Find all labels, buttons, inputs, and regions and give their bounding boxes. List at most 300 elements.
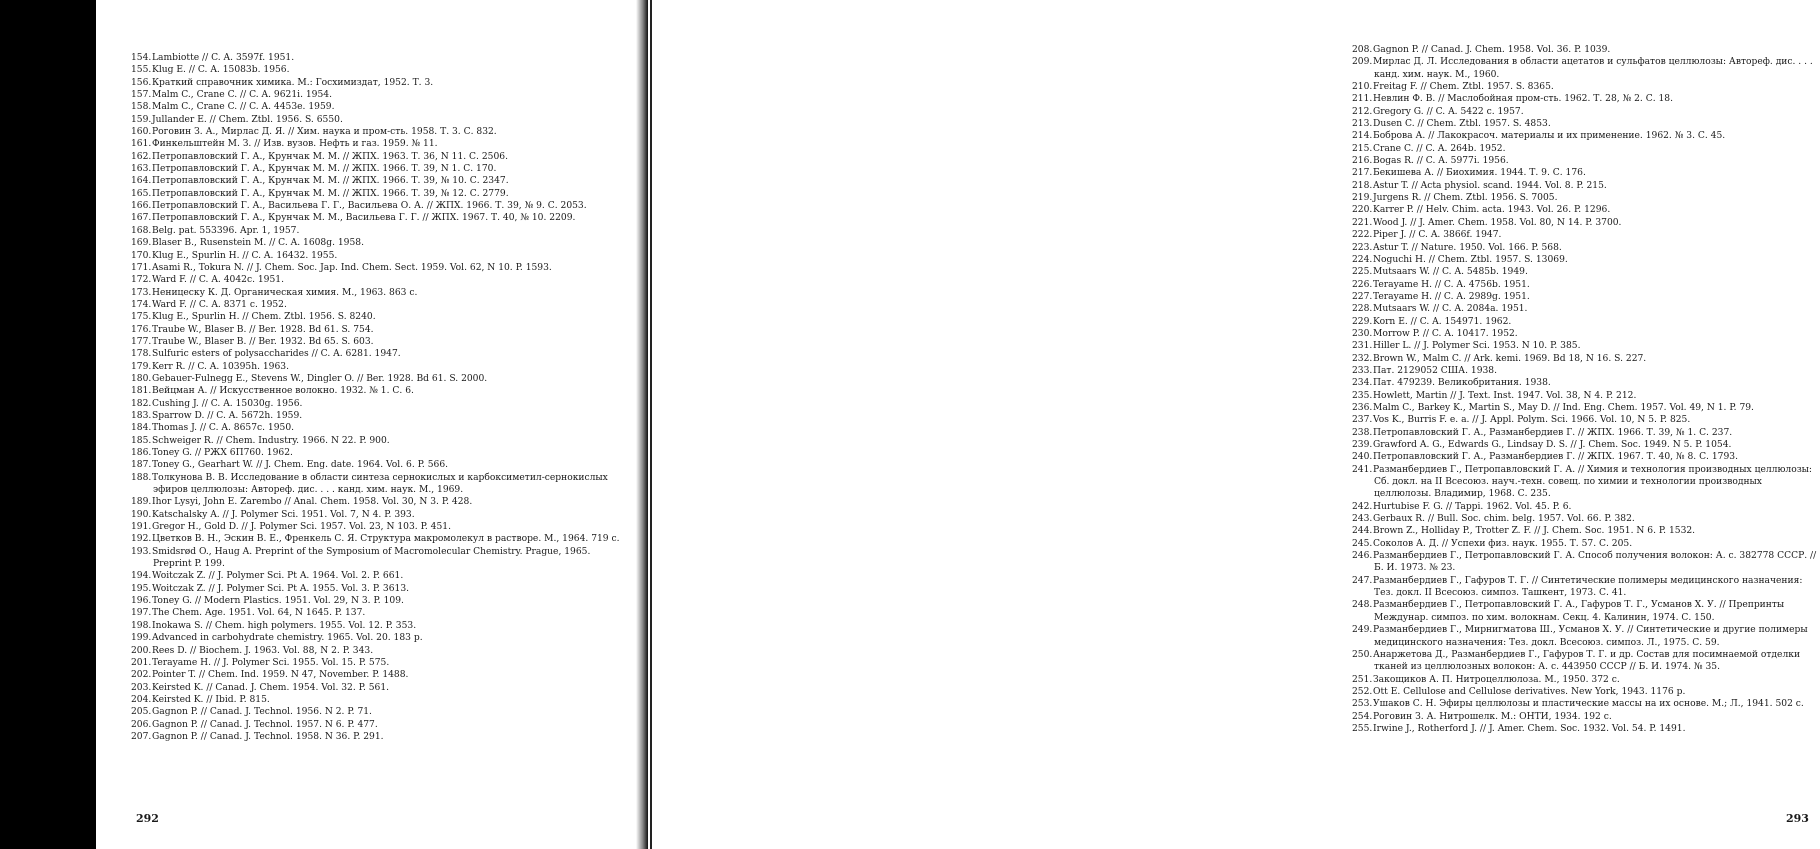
- reference-text: Вейцман А. // Искусственное волокно. 1932. № 1. С. 6.: [152, 386, 414, 397]
- reference-number: 155.: [131, 65, 152, 76]
- reference-entry: [1352, 242, 1820, 254]
- reference-text: Gregor H., Gold D. // J. Polymer Sci. 1957. Vol. 23, N 103. P. 451.: [152, 522, 451, 533]
- reference-number: 217.: [1352, 168, 1373, 179]
- reference-entry: [1352, 698, 1820, 710]
- reference-number: 202.: [131, 670, 152, 681]
- reference-entry: [131, 77, 623, 89]
- reference-text: Роговин З. А. Нитрошелк. М.: ОНТИ, 1934. 192 с.: [1373, 711, 1612, 722]
- reference-entry: [131, 533, 623, 545]
- reference-entry: [1352, 56, 1820, 81]
- reference-entry: [1352, 254, 1820, 266]
- reference-number: 209.: [1352, 57, 1373, 68]
- reference-text: Asami R., Tokura N. // J. Chem. Soc. Jap. Ind. Chem. Sect. 1959. Vol. 62, N 10. P. 1593.: [152, 262, 552, 273]
- reference-number: 175.: [131, 312, 152, 323]
- reference-number: 174.: [131, 299, 152, 310]
- reference-entry: [131, 521, 623, 533]
- reference-number: 226.: [1352, 279, 1373, 290]
- reference-text: Smidsrød O., Haug A. Preprint of the Symposium of Macromolecular Chemistry. Prague, 1965. Preprint P. 199.: [152, 546, 591, 570]
- reference-number: 163.: [131, 164, 152, 175]
- reference-number: 185.: [131, 435, 152, 446]
- reference-text: Бекишева А. // Биохимия. 1944. Т. 9. С. 176.: [1373, 168, 1586, 179]
- reference-text: Sulfuric esters of polysaccharides // C. A. 6281. 1947.: [152, 349, 401, 360]
- reference-number: 178.: [131, 349, 152, 360]
- reference-entry: [1352, 402, 1820, 414]
- book-gutter-shadow: [636, 0, 648, 849]
- reference-text: Wood J. // J. Amer. Chem. 1958. Vol. 80, N 14. P. 3700.: [1373, 217, 1622, 228]
- reference-text: Петропавловский Г. А., Разманбердиев Г. // ЖПХ. 1967. Т. 40, № 8. С. 1793.: [1373, 452, 1738, 463]
- reference-entry: [131, 89, 623, 101]
- reference-number: 157.: [131, 90, 152, 101]
- reference-number: 160.: [131, 127, 152, 138]
- reference-entry: [131, 447, 623, 459]
- reference-number: 196.: [131, 596, 152, 607]
- reference-number: 180.: [131, 373, 152, 384]
- reference-number: 193.: [131, 546, 152, 557]
- reference-entry: [131, 373, 623, 385]
- reference-text: Петропавловский Г. А., Крунчак М. М. // ЖПХ. 1966. Т. 39, № 10. С. 2347.: [152, 176, 509, 187]
- reference-number: 227.: [1352, 291, 1373, 302]
- reference-entry: [1352, 279, 1820, 291]
- reference-number: 232.: [1352, 353, 1373, 364]
- reference-entry: [131, 163, 623, 175]
- reference-entry: [1352, 204, 1820, 216]
- reference-number: 238.: [1352, 427, 1373, 438]
- reference-number: 192.: [131, 534, 152, 545]
- reference-number: 241.: [1352, 464, 1373, 475]
- reference-number: 221.: [1352, 217, 1373, 228]
- reference-number: 198.: [131, 620, 152, 631]
- reference-text: Piper J. // C. A. 3866f. 1947.: [1373, 230, 1502, 241]
- reference-number: 251.: [1352, 674, 1373, 685]
- reference-number: 228.: [1352, 304, 1373, 315]
- reference-entry: [131, 694, 623, 706]
- reference-number: 235.: [1352, 390, 1373, 401]
- reference-entry: [131, 706, 623, 718]
- reference-entry: [1352, 377, 1820, 389]
- reference-entry: [131, 188, 623, 200]
- reference-text: Noguchi H. // Chem. Ztbl. 1957. S. 13069.: [1373, 254, 1568, 265]
- reference-entry: [1352, 624, 1820, 649]
- reference-number: 170.: [131, 250, 152, 261]
- reference-number: 206.: [131, 719, 152, 730]
- reference-number: 216.: [1352, 156, 1373, 167]
- reference-text: Разманбердиев Г., Петропавловский Г. А. // Химия и технология производных целлюлозы: Сб. докл. на II Всесоюз. науч.-техн. совещ. по химии и технологии производных целлюлозы. Владимир, 1968. С. 235.: [1373, 464, 1813, 500]
- reference-number: 177.: [131, 336, 152, 347]
- reference-text: Klug E., Spurlin H. // Chem. Ztbl. 1956. S. 8240.: [152, 312, 376, 323]
- reference-entry: [131, 422, 623, 434]
- reference-number: 239.: [1352, 440, 1373, 450]
- reference-entry: [1352, 390, 1820, 402]
- reference-text: Howlett, Martin // J. Text. Inst. 1947. Vol. 38, N 4. P. 212.: [1373, 390, 1637, 401]
- reference-entry: [131, 311, 623, 323]
- reference-text: Malm C., Crane C. // C. A. 4453e. 1959.: [152, 102, 335, 113]
- reference-text: Разманбердиев Г., Петропавловский Г. А. Способ получения волокон: А. с. 382778 СССР. // Б. И. 1973. № 23.: [1373, 551, 1817, 574]
- reference-number: 171.: [131, 262, 152, 273]
- reference-number: 179.: [131, 361, 152, 372]
- reference-text: Пат. 479239. Великобритания. 1938.: [1373, 378, 1551, 389]
- reference-number: 162.: [131, 151, 152, 162]
- reference-entry: [131, 237, 623, 249]
- reference-number: 218.: [1352, 180, 1373, 191]
- reference-entry: [131, 225, 623, 237]
- reference-entry: [131, 719, 623, 731]
- reference-entry: [1352, 686, 1820, 698]
- reference-number: 219.: [1352, 193, 1373, 204]
- reference-entry: [1352, 81, 1820, 93]
- reference-text: Ott E. Cellulose and Cellulose derivatives. New York, 1943. 1176 p.: [1373, 686, 1686, 697]
- reference-text: Cushing J. // C. A. 15030g. 1956.: [152, 398, 303, 409]
- reference-entry: [1352, 439, 1820, 451]
- reference-text: Inokawa S. // Chem. high polymers. 1955. Vol. 12. P. 353.: [152, 620, 417, 631]
- reference-number: 199.: [131, 633, 152, 644]
- reference-text: Astur T. // Acta physiol. scand. 1944. Vol. 8. P. 215.: [1373, 180, 1607, 191]
- reference-text: Ward F. // C. A. 4042c. 1951.: [152, 275, 284, 286]
- reference-number: 186.: [131, 448, 152, 458]
- reference-text: Astur T. // Nature. 1950. Vol. 166. P. 568.: [1373, 242, 1562, 253]
- reference-text: Петропавловский Г. А., Крунчак М. М. // ЖПХ. 1966. Т. 39, N 1. С. 170.: [152, 164, 497, 175]
- scan-dark-margin: [0, 0, 96, 849]
- reference-text: Malm C., Barkey K., Martin S., May D. // Ind. Eng. Chem. 1957. Vol. 49, N 1. P. 79.: [1373, 402, 1754, 413]
- reference-number: 250.: [1352, 649, 1373, 660]
- reference-number: 183.: [131, 410, 152, 421]
- reference-text: Pointer T. // Chem. Ind. 1959. N 47, November. P. 1488.: [152, 670, 409, 681]
- reference-entry: [1352, 180, 1820, 192]
- reference-entry: [131, 682, 623, 694]
- reference-entry: [1352, 550, 1820, 575]
- right-page: [660, 0, 1817, 849]
- reference-text: Keirsted K. // Canad. J. Chem. 1954. Vol. 32. P. 561.: [152, 682, 390, 693]
- reference-entry: [131, 632, 623, 644]
- reference-text: Thomas J. // C. A. 8657c. 1950.: [152, 423, 295, 434]
- reference-entry: [131, 64, 623, 76]
- reference-number: 182.: [131, 398, 152, 409]
- reference-number: 236.: [1352, 402, 1373, 413]
- reference-number: 197.: [131, 608, 152, 619]
- reference-entry: [131, 274, 623, 286]
- reference-entry: [1352, 711, 1820, 723]
- reference-text: Цветков В. Н., Эскин В. Е., Френкель С. Я. Структура макромолекул в растворе. М., 1964. 719 с.: [152, 534, 620, 545]
- reference-list-left: [131, 52, 623, 743]
- reference-entry: [131, 645, 623, 657]
- reference-number: 213.: [1352, 119, 1373, 130]
- reference-entry: [1352, 365, 1820, 377]
- reference-text: Klug E. // C. A. 15083b. 1956.: [152, 65, 290, 76]
- reference-entry: [1352, 674, 1820, 686]
- reference-entry: [1352, 316, 1820, 328]
- reference-entry: [131, 459, 623, 471]
- reference-entry: [1352, 266, 1820, 278]
- reference-text: Grawford A. G., Edwards G., Lindsay D. S. // J. Chem. Soc. 1949. N 5. P. 1054.: [1373, 440, 1732, 450]
- reference-text: Gagnon P. // Canad. J. Technol. 1956. N 2. P. 71.: [152, 707, 372, 718]
- reference-text: Toney G., Gearhart W. // J. Chem. Eng. date. 1964. Vol. 6. P. 566.: [152, 460, 449, 471]
- reference-text: Woitczak Z. // J. Polymer Sci. Pt A. 1964. Vol. 2. P. 661.: [152, 571, 404, 582]
- reference-entry: [1352, 525, 1820, 537]
- reference-text: Мирлас Д. Л. Исследования в области ацетатов и сульфатов целлюлозы: Автореф. дис. . . . канд. хим. наук. М., 1960.: [1373, 57, 1813, 80]
- reference-number: 223.: [1352, 242, 1373, 253]
- reference-text: Schweiger R. // Chem. Industry. 1966. N 22. P. 900.: [152, 435, 390, 446]
- reference-entry: [1352, 118, 1820, 130]
- reference-text: Финкельштейн М. З. // Изв. вузов. Нефть и газ. 1959. № 11.: [152, 139, 438, 150]
- reference-text: Belg. pat. 553396. Apr. 1, 1957.: [152, 225, 300, 236]
- reference-number: 169.: [131, 238, 152, 249]
- reference-number: 188.: [131, 472, 152, 483]
- reference-number: 225.: [1352, 267, 1373, 278]
- reference-text: Hiller L. // J. Polymer Sci. 1953. N 10. P. 385.: [1373, 341, 1581, 352]
- reference-number: 222.: [1352, 230, 1373, 241]
- reference-number: 233.: [1352, 365, 1373, 376]
- reference-text: Crane C. // C. A. 264b. 1952.: [1373, 143, 1506, 154]
- reference-number: 243.: [1352, 514, 1373, 525]
- reference-entry: [1352, 723, 1820, 735]
- reference-entry: [1352, 229, 1820, 241]
- reference-number: 189.: [131, 497, 152, 508]
- reference-number: 176.: [131, 324, 152, 335]
- reference-number: 249.: [1352, 625, 1373, 636]
- reference-number: 195.: [131, 583, 152, 594]
- reference-entry: [131, 657, 623, 669]
- reference-text: Gerbaux R. // Bull. Soc. chim. belg. 1957. Vol. 66. P. 382.: [1373, 514, 1635, 525]
- reference-text: Анаржетова Д., Разманбердиев Г., Гафуров Т. Г. и др. Состав для посимнаемой отделки тканей из целлюлозных волокон: А. с. 443950 СССР // Б. И. 1974. № 35.: [1373, 649, 1801, 673]
- reference-text: Korn E. // C. A. 154971. 1962.: [1373, 316, 1512, 327]
- reference-text: Katschalsky A. // J. Polymer Sci. 1951. Vol. 7, N 4. P. 393.: [152, 509, 415, 520]
- reference-text: Blaser B., Rusenstein M. // C. A. 1608g. 1958.: [152, 238, 364, 249]
- reference-text: Закощиков А. П. Нитроцеллюлоза. М., 1950. 372 с.: [1373, 674, 1620, 685]
- reference-text: Краткий справочник химика. М.: Госхимиздат, 1952. Т. 3.: [152, 77, 434, 88]
- reference-entry: [131, 546, 623, 571]
- reference-entry: [1352, 427, 1820, 439]
- reference-text: Morrow P. // C. A. 10417. 1952.: [1373, 328, 1518, 339]
- reference-text: Brown Z., Holliday P., Trotter Z. F. // J. Chem. Soc. 1951. N 6. P. 1532.: [1373, 526, 1696, 537]
- reference-entry: [131, 336, 623, 348]
- reference-number: 205.: [131, 707, 152, 718]
- reference-text: Lambiotte // C. A. 3597f. 1951.: [152, 53, 295, 63]
- reference-number: 247.: [1352, 575, 1373, 586]
- reference-entry: [1352, 501, 1820, 513]
- reference-text: Gagnon P. // Canad. J. Technol. 1957. N 6. P. 477.: [152, 719, 378, 730]
- reference-number: 173.: [131, 287, 152, 298]
- reference-entry: [1352, 328, 1820, 340]
- reference-text: Петропавловский Г. А., Крунчак М. М., Васильева Г. Г. // ЖПХ. 1967. Т. 40, № 10. 2209.: [152, 213, 576, 224]
- reference-number: 201.: [131, 657, 152, 668]
- reference-number: 181.: [131, 386, 152, 397]
- reference-entry: [1352, 217, 1820, 229]
- reference-number: 248.: [1352, 600, 1373, 611]
- reference-text: Разманбердиев Г., Мирнигматова Ш., Усманов Х. У. // Синтетические и другие полимеры медицинского назначения: Тез. докл. Всесоюз. симпоз. Л., 1975. С. 59.: [1373, 625, 1808, 648]
- reference-text: Keirsted K. // Ibid. P. 815.: [152, 694, 270, 705]
- reference-entry: [1352, 44, 1820, 56]
- reference-text: Rees D. // Biochem. J. 1963. Vol. 88, N 2. P. 343.: [152, 645, 374, 656]
- reference-number: 194.: [131, 571, 152, 582]
- reference-entry: [1352, 106, 1820, 118]
- reference-text: Невлин Ф. В. // Маслобойная пром-сть. 1962. Т. 28, № 2. С. 18.: [1373, 94, 1674, 105]
- reference-entry: [131, 496, 623, 508]
- reference-text: Irwine J., Rotherford J. // J. Amer. Chem. Soc. 1932. Vol. 54. P. 1491.: [1373, 723, 1686, 734]
- reference-text: Пат. 2129052 США. 1938.: [1373, 365, 1498, 376]
- reference-number: 167.: [131, 213, 152, 224]
- reference-entry: [131, 114, 623, 126]
- reference-entry: [131, 126, 623, 138]
- book-spine-line: [650, 0, 652, 849]
- reference-number: 229.: [1352, 316, 1373, 327]
- reference-text: Ward F. // C. A. 8371 c. 1952.: [152, 299, 287, 310]
- reference-text: Terayame H. // J. Polymer Sci. 1955. Vol. 15. P. 575.: [152, 657, 390, 668]
- reference-number: 230.: [1352, 328, 1373, 339]
- reference-entry: [131, 435, 623, 447]
- reference-number: 224.: [1352, 254, 1373, 265]
- reference-number: 158.: [131, 102, 152, 113]
- reference-entry: [1352, 414, 1820, 426]
- reference-text: Ihor Lysyi, John E. Zarembo // Anal. Chem. 1958. Vol. 30, N 3. P. 428.: [152, 497, 473, 508]
- left-page: [0, 0, 660, 849]
- reference-text: Gagnon P. // Canad. J. Technol. 1958. N 36. P. 291.: [152, 731, 384, 742]
- reference-entry: [1352, 575, 1820, 600]
- reference-entry: [1352, 291, 1820, 303]
- reference-list-right: [1352, 44, 1820, 735]
- reference-text: Terayame H. // C. A. 4756b. 1951.: [1373, 279, 1530, 290]
- reference-number: 246.: [1352, 551, 1373, 562]
- reference-text: Klug E., Spurlin H. // C. A. 16432. 1955.: [152, 250, 338, 261]
- reference-number: 220.: [1352, 205, 1373, 216]
- reference-number: 168.: [131, 225, 152, 236]
- reference-text: Gagnon P. // Canad. J. Chem. 1958. Vol. 36. P. 1039.: [1373, 45, 1611, 55]
- reference-entry: [1352, 599, 1820, 624]
- reference-entry: [131, 385, 623, 397]
- page-number-right: 293: [1786, 812, 1809, 825]
- reference-text: Woitczak Z. // J. Polymer Sci. Pt A. 1955. Vol. 3. P. 3613.: [152, 583, 410, 594]
- reference-text: Bogas R. // C. A. 5977i. 1956.: [1373, 156, 1509, 167]
- reference-entry: [131, 583, 623, 595]
- reference-entry: [1352, 538, 1820, 550]
- reference-text: Malm C., Crane C. // C. A. 9621i. 1954.: [152, 90, 332, 101]
- reference-entry: [131, 175, 623, 187]
- reference-entry: [131, 472, 623, 497]
- reference-number: 200.: [131, 645, 152, 656]
- reference-text: Толкунова В. В. Исследование в области синтеза сернокислых и карбоксиметил-сернокислых эфиров целлюлозы: Автореф. дис. . . . канд. хим. наук. М., 1969.: [152, 472, 608, 496]
- reference-number: 253.: [1352, 699, 1373, 710]
- reference-number: 254.: [1352, 711, 1373, 722]
- reference-text: Петропавловский Г. А., Крунчак М. М. // ЖПХ. 1963. Т. 36, N 11. С. 2506.: [152, 151, 508, 162]
- reference-number: 187.: [131, 460, 152, 471]
- reference-text: Traube W., Blaser B. // Ber. 1928. Bd 61. S. 754.: [152, 324, 374, 335]
- reference-text: Advanced in carbohydrate chemistry. 1965. Vol. 20. 183 p.: [152, 633, 423, 644]
- reference-text: Разманбердиев Г., Петропавловский Г. А., Гафуров Т. Г., Усманов Х. У. // Препринты Междунар. симпоз. по хим. волокнам. Секц. 4. Калинин, 1974. С. 150.: [1373, 600, 1785, 623]
- reference-number: 191.: [131, 522, 152, 533]
- reference-text: Ушаков С. Н. Эфиры целлюлозы и пластические массы на их основе. М.; Л., 1941. 502 с.: [1373, 699, 1804, 710]
- reference-number: 184.: [131, 423, 152, 434]
- reference-number: 255.: [1352, 723, 1373, 734]
- reference-text: Toney G. // РЖХ 6П760. 1962.: [152, 448, 293, 458]
- reference-text: Роговин З. А., Мирлас Д. Я. // Хим. наука и пром-сть. 1958. Т. 3. С. 832.: [152, 127, 497, 138]
- reference-text: Freitag F. // Chem. Ztbl. 1957. S. 8365.: [1373, 82, 1554, 93]
- reference-entry: [1352, 649, 1820, 674]
- reference-number: 244.: [1352, 526, 1373, 537]
- reference-number: 231.: [1352, 341, 1373, 352]
- reference-entry: [1352, 303, 1820, 315]
- reference-entry: [1352, 192, 1820, 204]
- reference-text: Gregory G. // C. A. 5422 c. 1957.: [1373, 106, 1524, 117]
- reference-text: Боброва А. // Лакокрасоч. материалы и их применение. 1962. № 3. С. 45.: [1373, 131, 1726, 142]
- reference-entry: [1352, 167, 1820, 179]
- reference-text: Traube W., Blaser B. // Ber. 1932. Bd 65. S. 603.: [152, 336, 374, 347]
- reference-number: 207.: [131, 731, 152, 742]
- reference-entry: [131, 570, 623, 582]
- reference-number: 214.: [1352, 131, 1373, 142]
- reference-number: 252.: [1352, 686, 1373, 697]
- reference-entry: [1352, 464, 1820, 501]
- reference-number: 237.: [1352, 415, 1373, 426]
- reference-text: Vos K., Burris F. e. a. // J. Appl. Polym. Sci. 1966. Vol. 10, N 5. P. 825.: [1373, 415, 1691, 426]
- reference-text: Dusen C. // Chem. Ztbl. 1957. S. 4853.: [1373, 119, 1551, 130]
- reference-entry: [131, 200, 623, 212]
- reference-entry: [131, 138, 623, 150]
- reference-entry: [1352, 451, 1820, 463]
- reference-number: 161.: [131, 139, 152, 150]
- reference-entry: [131, 299, 623, 311]
- reference-number: 242.: [1352, 501, 1373, 512]
- reference-number: 159.: [131, 114, 152, 125]
- reference-text: Петропавловский Г. А., Васильева Г. Г., Васильева О. А. // ЖПХ. 1966. Т. 39, № 9. С. 2053.: [152, 201, 587, 212]
- reference-entry: [131, 324, 623, 336]
- reference-text: Jullander E. // Chem. Ztbl. 1956. S. 6550.: [152, 114, 343, 125]
- reference-text: Петропавловский Г. А., Разманбердиев Г. // ЖПХ. 1966. Т. 39, № 1. С. 237.: [1373, 427, 1733, 438]
- reference-text: Karrer P. // Helv. Chim. acta. 1943. Vol. 26. P. 1296.: [1373, 205, 1611, 216]
- reference-number: 211.: [1352, 94, 1373, 105]
- reference-number: 154.: [131, 53, 152, 63]
- reference-number: 165.: [131, 188, 152, 199]
- reference-text: Gebauer-Fulnegg E., Stevens W., Dingler O. // Ber. 1928. Bd 61. S. 2000.: [152, 373, 488, 384]
- reference-text: Brown W., Malm C. // Ark. kemi. 1969. Bd 18, N 16. S. 227.: [1373, 353, 1647, 364]
- reference-entry: [131, 410, 623, 422]
- reference-text: Соколов А. Д. // Успехи физ. наук. 1955. Т. 57. С. 205.: [1373, 538, 1633, 549]
- reference-entry: [1352, 93, 1820, 105]
- reference-number: 203.: [131, 682, 152, 693]
- reference-text: Hurtubise F. G. // Tappi. 1962. Vol. 45. P. 6.: [1373, 501, 1572, 512]
- reference-number: 164.: [131, 176, 152, 187]
- reference-number: 215.: [1352, 143, 1373, 154]
- reference-entry: [1352, 155, 1820, 167]
- reference-text: Mutsaars W. // C. A. 2084a. 1951.: [1373, 304, 1528, 315]
- reference-text: Mutsaars W. // C. A. 5485b. 1949.: [1373, 267, 1528, 278]
- reference-entry: [131, 151, 623, 163]
- reference-entry: [131, 348, 623, 360]
- reference-text: Петропавловский Г. А., Крунчак М. М. // ЖПХ. 1966. Т. 39, № 12. С. 2779.: [152, 188, 509, 199]
- reference-number: 240.: [1352, 452, 1373, 463]
- reference-text: Неницеску К. Д. Органическая химия. М., 1963. 863 с.: [152, 287, 418, 298]
- reference-entry: [131, 398, 623, 410]
- reference-number: 208.: [1352, 45, 1373, 55]
- reference-entry: [131, 595, 623, 607]
- page-number-left: 292: [136, 812, 159, 825]
- reference-entry: [131, 509, 623, 521]
- reference-number: 210.: [1352, 82, 1373, 93]
- reference-entry: [1352, 353, 1820, 365]
- reference-number: 156.: [131, 77, 152, 88]
- reference-number: 245.: [1352, 538, 1373, 549]
- reference-number: 212.: [1352, 106, 1373, 117]
- reference-entry: [1352, 340, 1820, 352]
- reference-entry: [131, 101, 623, 113]
- reference-entry: [131, 669, 623, 681]
- reference-entry: [1352, 143, 1820, 155]
- reference-entry: [131, 607, 623, 619]
- reference-entry: [1352, 513, 1820, 525]
- reference-entry: [1352, 130, 1820, 142]
- reference-text: Разманбердиев Г., Гафуров Т. Г. // Синтетические полимеры медицинского назначения: Тез. докл. II Всесоюз. симпоз. Ташкент, 1973. С. 41.: [1373, 575, 1803, 599]
- reference-entry: [131, 620, 623, 632]
- reference-entry: [131, 361, 623, 373]
- reference-text: Sparrow D. // C. A. 5672h. 1959.: [152, 410, 303, 421]
- reference-text: The Chem. Age. 1951. Vol. 64, N 1645. P. 137.: [152, 608, 366, 619]
